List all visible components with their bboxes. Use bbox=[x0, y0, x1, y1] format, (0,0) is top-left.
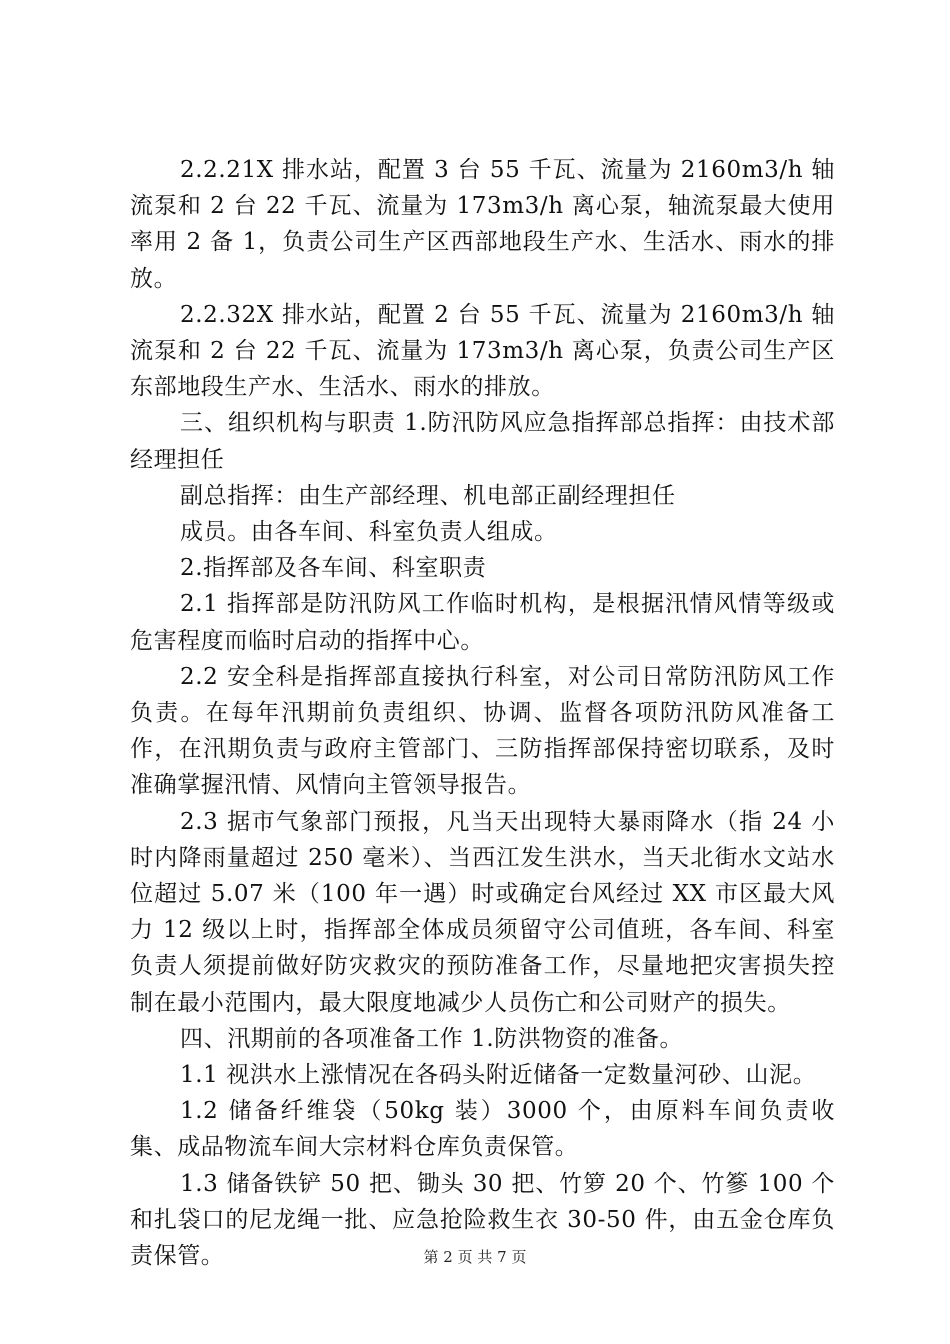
paragraph-drainage-station-2: 2.2.32X 排水站，配置 2 台 55 千瓦、流量为 2160m3/h 轴流泵和 2 台 22 千瓦、流量为 173m3/h 离心泵，负责公司生产区东部地段生产水、生活水、雨水的排放。 bbox=[130, 301, 835, 401]
paragraph-duties-heading: 2.指挥部及各车间、科室职责 bbox=[180, 555, 487, 582]
paragraph-organization-heading: 三、组织机构与职责 1.防汛防风应急指挥部总指挥：由技术部经理担任 bbox=[130, 410, 835, 473]
paragraph-duty-2-2: 2.2 安全科是指挥部直接执行科室，对公司日常防汛防风工作负责。在每年汛期前负责组织、协调、监督各项防汛防风准备工作，在汛期负责与政府主管部门、三防指挥部保持密切联系，及时准确掌握汛情、风情向主管领导报告。 bbox=[130, 663, 835, 799]
page-number-footer: 第 2 页 共 7 页 bbox=[423, 1248, 527, 1266]
paragraph-prep-1-1: 1.1 视洪水上涨情况在各码头附近储备一定数量河砂、山泥。 bbox=[180, 1062, 817, 1089]
paragraph-duty-2-1: 2.1 指挥部是防汛防风工作临时机构，是根据汛情风情等级或危害程度而临时启动的指挥中心。 bbox=[130, 591, 835, 654]
paragraph-members: 成员。由各车间、科室负责人组成。 bbox=[180, 519, 558, 546]
paragraph-preparation-heading: 四、汛期前的各项准备工作 1.防洪物资的准备。 bbox=[180, 1025, 684, 1052]
paragraph-duty-2-3: 2.3 据市气象部门预报，凡当天出现特大暴雨降水（指 24 小时内降雨量超过 250 毫米）、当西江发生洪水，当天北街水文站水位超过 5.07 米（100 年一遇）时或确定台风经过 XX 市区最大风力 12 级以上时，指挥部全体成员须留守公司值班，各车间、科室负责人须提前做好防灾救灾的预防准备工作，尽量地把灾害损失控制在最小范围内，最大限度地减少人员伤亡和公司财产的损失。 bbox=[130, 808, 835, 1016]
paragraph-prep-1-3: 1.3 储备铁铲 50 把、锄头 30 把、竹箩 20 个、竹篸 100 个和扎袋口的尼龙绳一批、应急抢险救生衣 30-50 件，由五金仓库负责保管。 bbox=[130, 1170, 835, 1270]
paragraph-deputy-commander: 副总指挥：由生产部经理、机电部正副经理担任 bbox=[180, 482, 676, 509]
paragraph-prep-1-2: 1.2 储备纤维袋（50kg 装）3000 个，由原料车间负责收集、成品物流车间大宗材料仓库负责保管。 bbox=[130, 1098, 835, 1161]
paragraph-drainage-station-1: 2.2.21X 排水站，配置 3 台 55 千瓦、流量为 2160m3/h 轴流泵和 2 台 22 千瓦、流量为 173m3/h 离心泵，轴流泵最大使用率用 2 备 1，负责公司生产区西部地段生产水、生活水、雨水的排放。 bbox=[130, 157, 835, 292]
document-body bbox=[130, 152, 835, 1274]
